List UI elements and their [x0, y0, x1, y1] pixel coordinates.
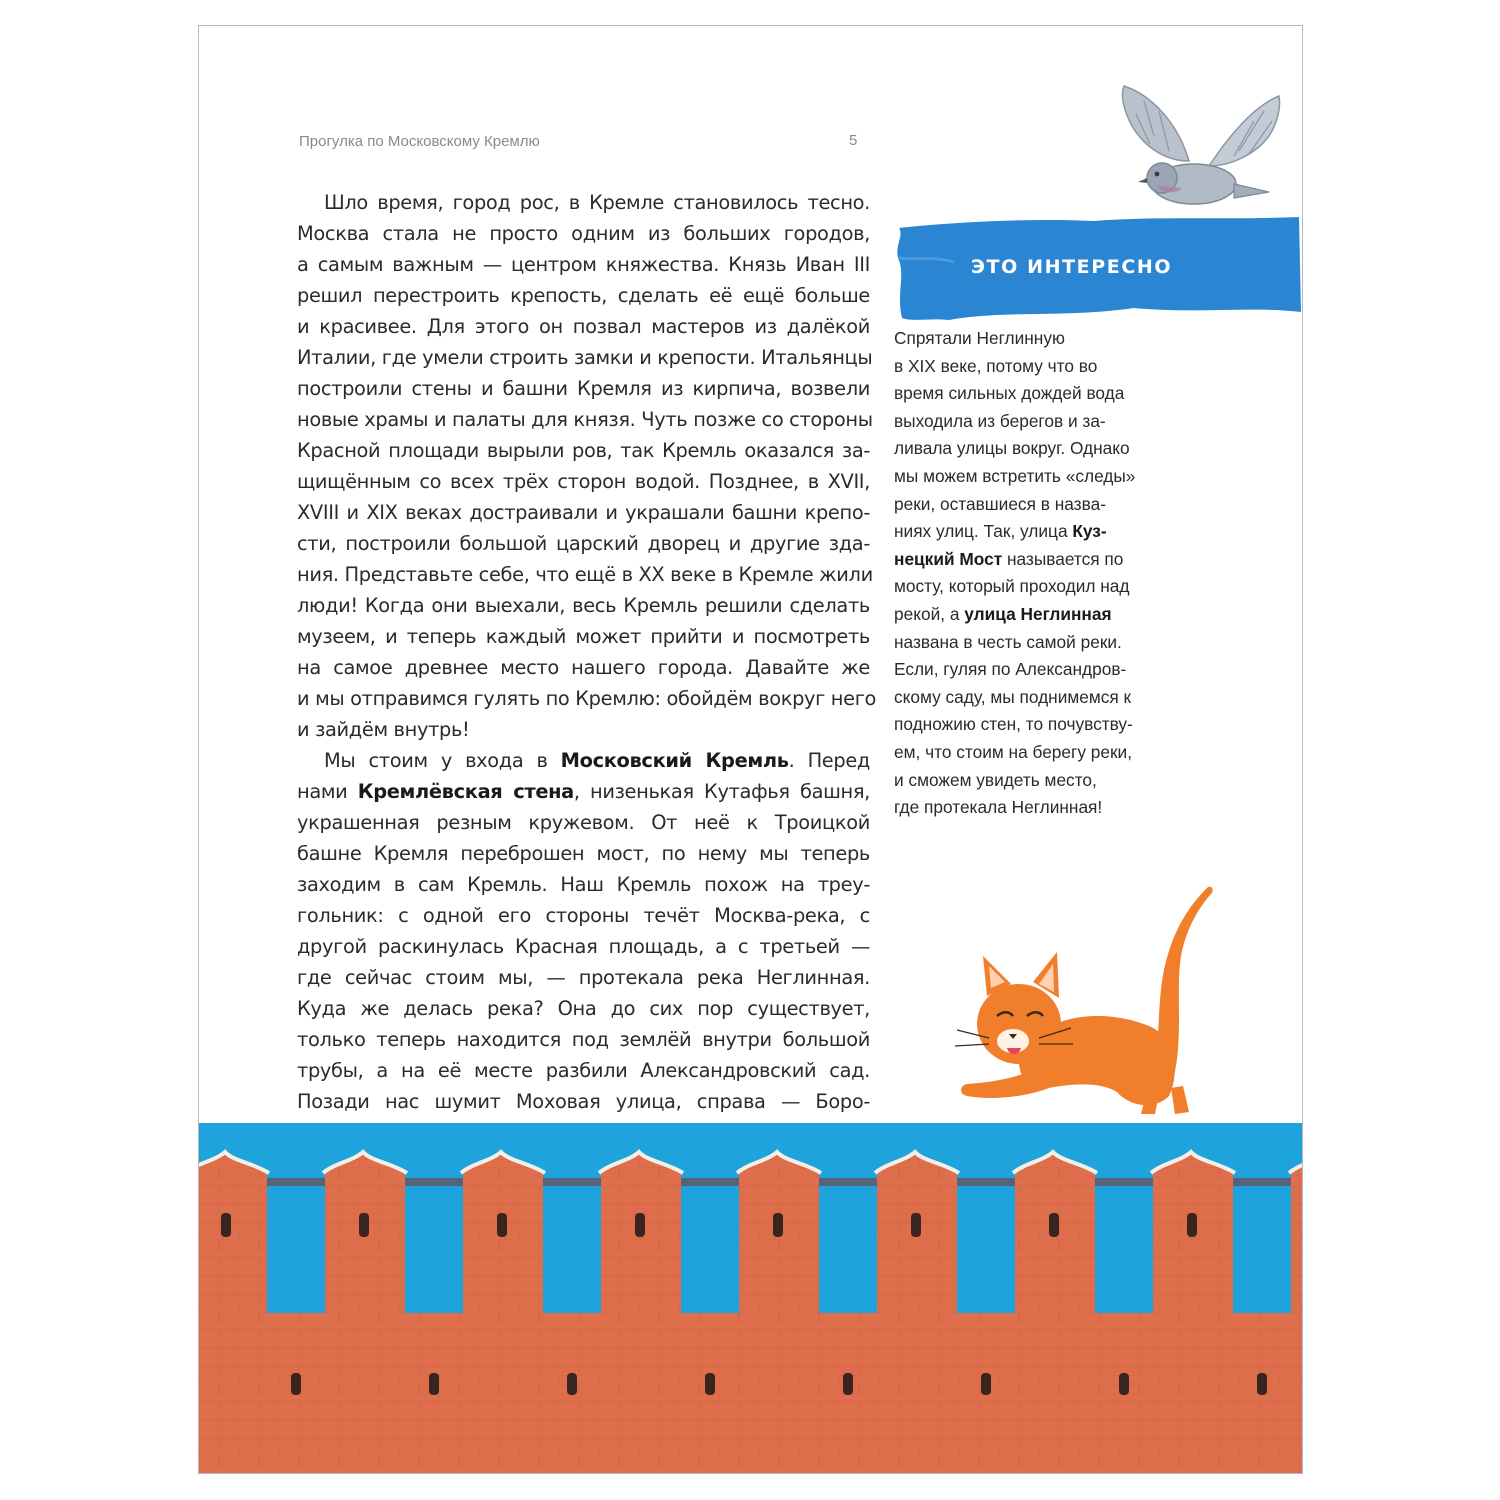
sidebar-line: мы можем встретить «следы» [894, 465, 1136, 486]
interesting-fact-banner [894, 214, 1303, 326]
paragraph-1-line: решил перестроить крепость, сделать её ещё больше [297, 284, 870, 307]
paragraph-2 [297, 745, 870, 1117]
banner-title: ЭТО ИНТЕРЕСНО [971, 256, 1173, 278]
paragraph-2-line: другой раскинулась Красная площадь, а с третьей — [297, 935, 870, 958]
sidebar-line: ем, что стоим на берегу реки, [894, 741, 1133, 762]
paragraph-1-line: щищённым со всех трёх сторон водой. Позднее, в XVII, [297, 470, 870, 493]
loophole [635, 1213, 645, 1237]
loophole [221, 1213, 231, 1237]
main-text-column [297, 187, 877, 1117]
sidebar-line: названа в честь самой реки. [894, 631, 1122, 652]
paragraph-1-line: Шло время, город рос, в Кремле становилось тесно. [324, 191, 870, 214]
bold-term-kremlin-wall: Кремлёвская стена [357, 780, 574, 803]
roof-edge [543, 1178, 601, 1186]
sidebar-line: выходила из берегов и за- [894, 410, 1106, 431]
wall-merlon [1291, 1153, 1303, 1313]
running-head: Прогулка по Московскому Кремлю [299, 133, 540, 150]
roof-edge [819, 1178, 877, 1186]
paragraph-2-line: башне Кремля переброшен мост, по нему мы теперь [297, 842, 870, 865]
loophole [705, 1373, 715, 1395]
paragraph-2-line: трубы, а на её месте разбили Александровский сад. [297, 1059, 870, 1082]
bold-term-kuznetsky: Куз- [1072, 521, 1107, 542]
paragraph-2-line: заходим в сам Кремль. Наш Кремль похож на треу- [297, 873, 870, 896]
sidebar-line: мосту, который проходил над [894, 576, 1130, 597]
loophole [843, 1373, 853, 1395]
paragraph-2-line: украшенная резным кружевом. От неё к Троицкой [297, 811, 870, 834]
roof-edge [681, 1178, 739, 1186]
dove-illustration [1084, 66, 1284, 236]
loophole [1187, 1213, 1197, 1237]
roof-edge [1095, 1178, 1153, 1186]
roof-edge [267, 1178, 325, 1186]
sidebar-line: время сильных дождей вода [894, 383, 1125, 404]
sidebar-line: где протекала Неглинная! [894, 797, 1103, 818]
sidebar-line: Спрятали Неглинную [894, 328, 1065, 348]
loophole [1049, 1213, 1059, 1237]
loophole [567, 1373, 577, 1395]
paragraph-1-line: на самое древнее место нашего города. Давайте же [297, 656, 870, 679]
paragraph-2-line: только теперь находится под землёй внутри большой [297, 1028, 870, 1051]
paragraph-1-line: новые храмы и палаты для князя. Чуть позже со стороны [297, 408, 873, 431]
bold-term-neglinnaya-street: улица Неглинная [964, 603, 1112, 624]
roof-edge [405, 1178, 463, 1186]
paragraph-1-line: а самым важным — центром княжества. Князь Иван III [297, 253, 870, 276]
paragraph-1-line: и мы отправимся гулять по Кремлю: обойдём вокруг него [297, 687, 877, 710]
bold-term-moscow-kremlin: Московский Кремль [560, 749, 789, 772]
sidebar-line: реки, оставшиеся в назва- [894, 493, 1106, 514]
paragraph-2-line: гольник: с одной его стороны течёт Москва-река, с [297, 904, 870, 927]
paragraph-2-line: Позади нас шумит Моховая улица, справа — Боро- [297, 1090, 870, 1113]
wall-merlon [199, 1153, 267, 1313]
bold-term-kuznetsky-most: нецкий Мост [894, 548, 1003, 569]
paragraph-1-line: Италии, где умели строить замки и крепости. Итальянцы [297, 346, 873, 369]
loophole [981, 1373, 991, 1395]
sidebar-line: рекой, а улица Неглинная [894, 603, 1112, 624]
sidebar-line: ниях улиц. Так, улица Куз- [894, 521, 1107, 542]
paragraph-1-line: люди! Когда они выехали, весь Кремль решили сделать [297, 594, 870, 617]
loophole [291, 1373, 301, 1395]
paragraph-1-line: Москва стала не просто одним из больших городов, [297, 222, 870, 245]
paragraph-2-line: Мы стоим у входа в Московский Кремль. Перед [324, 749, 870, 772]
loophole [1119, 1373, 1129, 1395]
paragraph-1-line: сти, построили большой царский дворец и другие зда- [297, 532, 870, 555]
paragraph-1 [297, 187, 877, 745]
roof-edge [957, 1178, 1015, 1186]
loophole [773, 1213, 783, 1237]
paragraph-1-line: музеем, и теперь каждый может прийти и посмотреть [297, 625, 870, 648]
kremlin-wall-photo [199, 1123, 1303, 1474]
paragraph-1-line: ния. Представьте себе, что ещё в XX веке в Кремле жили [297, 563, 873, 586]
paragraph-2-line: Куда же делась река? Она до сих пор существует, [297, 997, 870, 1020]
paragraph-1-line: XVIII и XIX веках достраивали и украшали башни крепо- [297, 501, 870, 524]
roof-edge [1233, 1178, 1291, 1186]
loophole [911, 1213, 921, 1237]
sidebar-line: ливала улицы вокруг. Однако [894, 438, 1130, 459]
paragraph-1-line: и красивее. Для этого он позвал мастеров из далёкой [297, 315, 870, 338]
sidebar-line: в XIX веке, потому что во [894, 355, 1098, 376]
page-number: 5 [849, 132, 858, 149]
paragraph-1-line: построили стены и башни Кремля из кирпича, возвели [297, 377, 870, 400]
loophole [429, 1373, 439, 1395]
book-page [198, 25, 1303, 1474]
loophole [359, 1213, 369, 1237]
sidebar-line: Если, гуляя по Александров- [894, 659, 1127, 680]
loophole [497, 1213, 507, 1237]
sidebar-line: скому саду, мы поднимемся к [894, 686, 1132, 707]
paragraph-1-line: Красной площади вырыли ров, так Кремль оказался за- [297, 439, 870, 462]
sidebar-line: нецкий Мост называется по [894, 548, 1124, 569]
sidebar-line: подножию стен, то почувству- [894, 714, 1133, 735]
sidebar-line: и сможем увидеть место, [894, 769, 1097, 790]
cat-illustration [949, 856, 1229, 1116]
paragraph-2-line: нами Кремлёвская стена, низенькая Кутафья башня, [297, 780, 870, 803]
sidebar-text [894, 325, 1146, 822]
paragraph-1-line: и зайдём внутрь! [297, 718, 470, 741]
loophole [1257, 1373, 1267, 1395]
paragraph-2-line: где сейчас стоим мы, — протекала река Неглинная. [297, 966, 870, 989]
